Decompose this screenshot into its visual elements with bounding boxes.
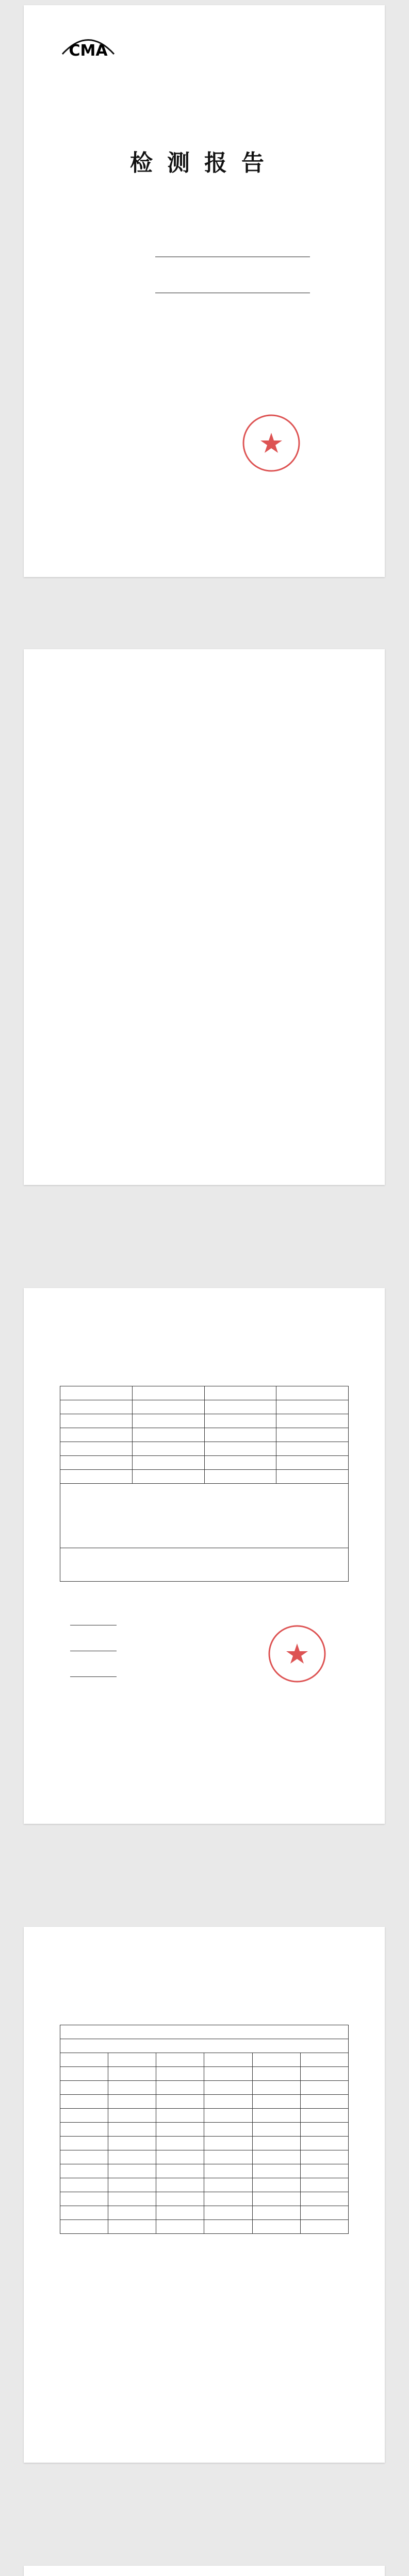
- conclusion-cell: [60, 1484, 349, 1548]
- column-header: [252, 2053, 300, 2067]
- table-cell: [108, 2081, 156, 2095]
- table-cell: [276, 1428, 349, 1442]
- table-cell: [204, 1414, 276, 1428]
- table-cell: [252, 2095, 300, 2109]
- results-title: [24, 2004, 385, 2015]
- table-row: [60, 2081, 349, 2095]
- table-cell: [252, 2067, 300, 2081]
- column-header: [300, 2053, 348, 2067]
- table-cell: [300, 2067, 348, 2081]
- table-cell: [204, 2192, 252, 2206]
- table-cell: [108, 2137, 156, 2150]
- column-header: [204, 2053, 252, 2067]
- note-item: [65, 826, 343, 842]
- table-cell: [60, 2206, 108, 2220]
- table-cell: [108, 2192, 156, 2206]
- table-cell: [156, 2220, 204, 2234]
- table-cell: [252, 2178, 300, 2192]
- table-row: [60, 2025, 349, 2039]
- table-row: [60, 1442, 349, 1456]
- table-cell: [300, 2137, 348, 2150]
- table-header-row: [60, 2053, 349, 2067]
- table-cell: [60, 2137, 108, 2150]
- table-cell: [204, 1456, 276, 1470]
- table-cell: [60, 2067, 108, 2081]
- info-title: [24, 1365, 385, 1377]
- table-row: [60, 2067, 349, 2081]
- table-cell: [132, 1414, 204, 1428]
- table-cell: [156, 2206, 204, 2220]
- table-cell: [156, 2164, 204, 2178]
- table-row: [60, 2137, 349, 2150]
- table-cell: [156, 2150, 204, 2164]
- table-cell: [300, 2081, 348, 2095]
- table-cell: [252, 2109, 300, 2123]
- table-cell: [108, 2109, 156, 2123]
- table-cell: [108, 2220, 156, 2234]
- table-cell: [300, 2178, 348, 2192]
- report-title: 检测报告: [130, 150, 279, 176]
- table-cell: [276, 1456, 349, 1470]
- table-cell: [108, 2067, 156, 2081]
- table-row: [60, 1548, 349, 1582]
- table-cell: [276, 1414, 349, 1428]
- table-cell: [204, 1442, 276, 1456]
- table-row: [60, 2164, 349, 2178]
- results-page-1: [24, 1927, 385, 2463]
- table-cell: [204, 2095, 252, 2109]
- table-cell: [60, 2081, 108, 2095]
- table-row: [60, 2206, 349, 2220]
- notes-page: [24, 649, 385, 1185]
- note-item: [65, 771, 343, 786]
- table-cell: [60, 2095, 108, 2109]
- page-footer: [24, 2440, 385, 2447]
- table-cell: [204, 1386, 276, 1400]
- table-row: [60, 1400, 349, 1414]
- table-row: [60, 1386, 349, 1400]
- table-cell: [252, 2081, 300, 2095]
- table-cell: [252, 2123, 300, 2137]
- table-cell: [204, 2178, 252, 2192]
- table-cell: [60, 1456, 133, 1470]
- table-row: [60, 2039, 349, 2053]
- page-footer: [24, 1801, 385, 1808]
- table-cell: [60, 1386, 133, 1400]
- note-item: [65, 863, 343, 879]
- meta-cell: [60, 2025, 349, 2039]
- column-header: [60, 2053, 108, 2067]
- note-item: [65, 808, 343, 823]
- signature-line: [70, 1643, 117, 1651]
- table-cell: [204, 2081, 252, 2095]
- seal-icon: [266, 1623, 328, 1685]
- table-cell: [276, 1470, 349, 1484]
- table-cell: [60, 2192, 108, 2206]
- table-cell: [300, 2095, 348, 2109]
- table-cell: [204, 1470, 276, 1484]
- table-cell: [300, 2192, 348, 2206]
- table-cell: [252, 2164, 300, 2178]
- info-table: [60, 1386, 349, 1582]
- table-cell: [204, 1428, 276, 1442]
- table-cell: [156, 2081, 204, 2095]
- table-cell: [108, 2164, 156, 2178]
- table-cell: [108, 2178, 156, 2192]
- table-cell: [156, 2109, 204, 2123]
- notes-list: [65, 752, 343, 882]
- table-cell: [60, 2123, 108, 2137]
- meta-cell: [60, 2039, 349, 2053]
- report-date: [24, 500, 385, 509]
- table-cell: [60, 1442, 133, 1456]
- table-cell: [108, 2123, 156, 2137]
- table-row: [60, 1484, 349, 1548]
- table-row: [60, 2095, 349, 2109]
- table-cell: [300, 2150, 348, 2164]
- table-cell: [156, 2178, 204, 2192]
- table-cell: [132, 1428, 204, 1442]
- table-cell: [204, 2109, 252, 2123]
- client-value: [155, 283, 310, 293]
- table-cell: [156, 2095, 204, 2109]
- table-cell: [276, 1386, 349, 1400]
- table-cell: [108, 2150, 156, 2164]
- table-cell: [156, 2137, 204, 2150]
- prepared-signature: [65, 1618, 117, 1627]
- client-field: [101, 283, 310, 293]
- page-header: [60, 1989, 349, 1996]
- table-cell: [60, 1400, 133, 1414]
- table-cell: [132, 1442, 204, 1456]
- table-cell: [204, 2067, 252, 2081]
- table-cell: [204, 2220, 252, 2234]
- table-cell: [204, 1400, 276, 1414]
- issuing-organization: [24, 433, 385, 445]
- cma-logo: [60, 26, 117, 67]
- table-cell: [300, 2109, 348, 2123]
- remark-cell: [60, 1548, 349, 1582]
- table-cell: [60, 2164, 108, 2178]
- table-cell: [60, 1428, 133, 1442]
- official-seal: [266, 1623, 328, 1685]
- table-cell: [300, 2220, 348, 2234]
- table-cell: [252, 2220, 300, 2234]
- note-item: [65, 789, 343, 805]
- table-cell: [60, 2178, 108, 2192]
- results-table-1: [60, 2025, 349, 2234]
- table-row: [60, 1456, 349, 1470]
- column-header: [156, 2053, 204, 2067]
- table-row: [60, 2150, 349, 2164]
- table-cell: [108, 2095, 156, 2109]
- table-cell: [60, 1414, 133, 1428]
- table-cell: [204, 2137, 252, 2150]
- project-value: [155, 247, 310, 257]
- results-page-2: [24, 2566, 385, 2576]
- table-row: [60, 1414, 349, 1428]
- table-cell: [252, 2137, 300, 2150]
- table-row: [60, 2192, 349, 2206]
- table-cell: [132, 1456, 204, 1470]
- note-item: [65, 752, 343, 768]
- logo-text: CMA: [69, 42, 108, 60]
- note-item: [65, 845, 343, 860]
- table-cell: [132, 1386, 204, 1400]
- table-row: [60, 2109, 349, 2123]
- approved-signature: [65, 1669, 117, 1679]
- table-cell: [108, 2206, 156, 2220]
- cover-page: [24, 5, 385, 577]
- column-header: [108, 2053, 156, 2067]
- info-page: [24, 1288, 385, 1824]
- table-row: [60, 2220, 349, 2234]
- table-row: [60, 2123, 349, 2137]
- signature-line: [70, 1618, 117, 1625]
- table-cell: [60, 2220, 108, 2234]
- table-cell: [252, 2206, 300, 2220]
- table-cell: [60, 2150, 108, 2164]
- signature-line: [70, 1669, 117, 1677]
- table-cell: [276, 1400, 349, 1414]
- table-cell: [60, 1470, 133, 1484]
- table-cell: [60, 2109, 108, 2123]
- table-cell: [204, 2150, 252, 2164]
- table-cell: [132, 1400, 204, 1414]
- table-cell: [156, 2192, 204, 2206]
- table-cell: [204, 2206, 252, 2220]
- report-number: [24, 191, 385, 199]
- table-row: [60, 1428, 349, 1442]
- table-cell: [156, 2067, 204, 2081]
- table-cell: [300, 2206, 348, 2220]
- table-row: [60, 2178, 349, 2192]
- reviewed-signature: [65, 1643, 117, 1653]
- table-cell: [252, 2150, 300, 2164]
- table-cell: [276, 1442, 349, 1456]
- project-field: [101, 247, 310, 257]
- table-cell: [204, 2123, 252, 2137]
- table-cell: [156, 2123, 204, 2137]
- table-cell: [204, 2164, 252, 2178]
- table-cell: [300, 2123, 348, 2137]
- table-cell: [252, 2192, 300, 2206]
- page-header: [60, 1350, 349, 1357]
- cma-logo-icon: [60, 26, 117, 67]
- table-row: [60, 1470, 349, 1484]
- table-cell: [132, 1470, 204, 1484]
- notes-title: [24, 721, 385, 733]
- table-cell: [300, 2164, 348, 2178]
